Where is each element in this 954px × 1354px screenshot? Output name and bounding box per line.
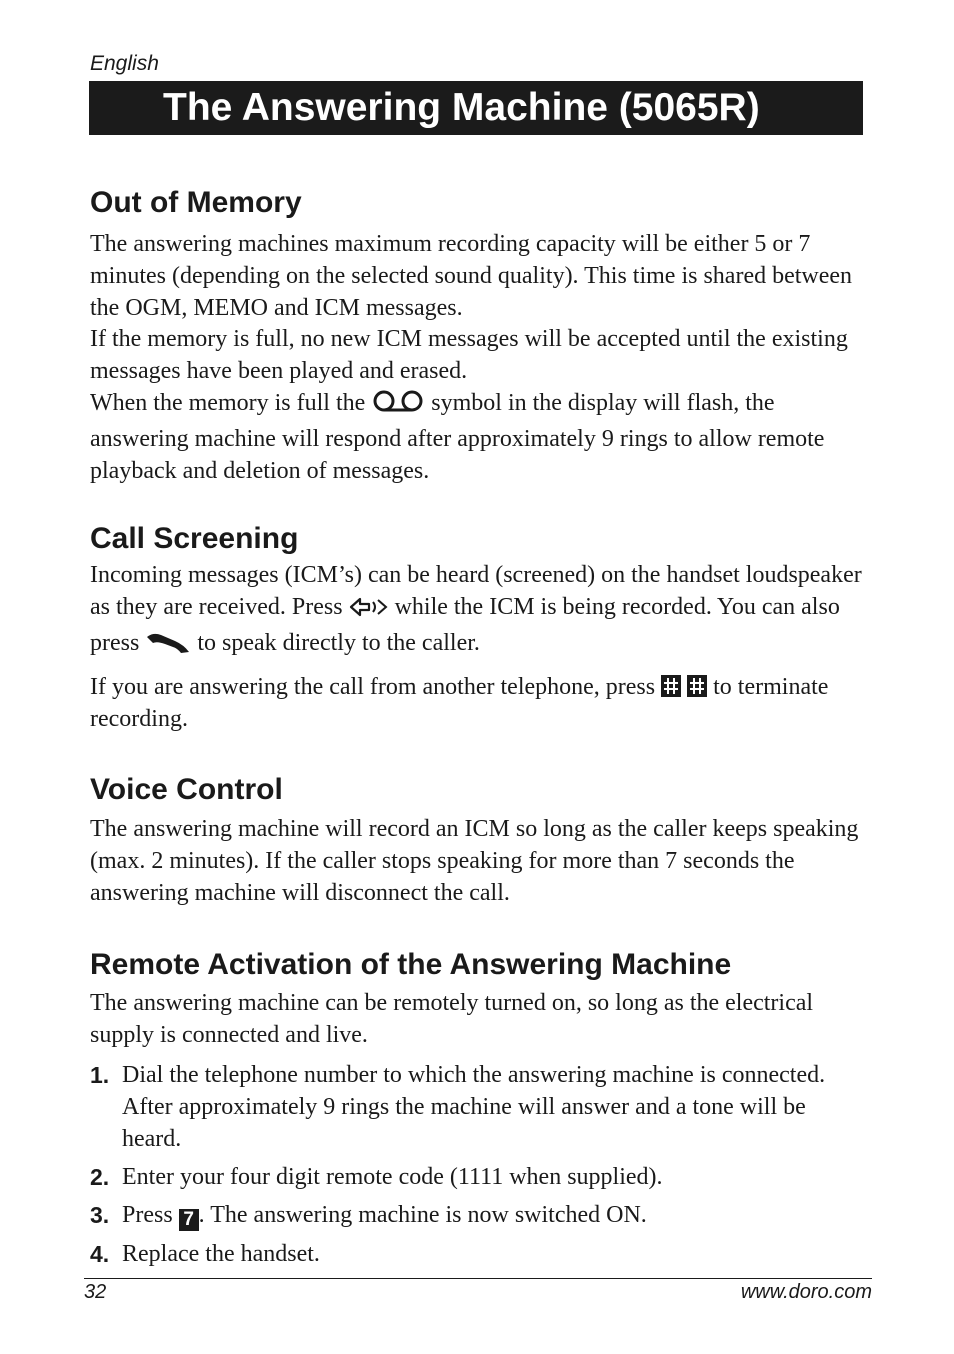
paragraph-screening: Incoming messages (ICM’s) can be heard (screened) on the handset loudspeaker as they are received. Press while the ICM is being recorded. You can also press to speak directly to the caller. bbox=[90, 559, 870, 663]
footer-divider bbox=[84, 1278, 872, 1279]
step-number: 4. bbox=[90, 1241, 110, 1267]
phone-handset-icon bbox=[145, 631, 191, 663]
hash-key-icon bbox=[661, 675, 681, 697]
seven-key-icon: 7 bbox=[179, 1209, 199, 1231]
answering-machine-tape-icon bbox=[371, 390, 425, 423]
page-number: 32 bbox=[84, 1281, 107, 1303]
title-bar bbox=[89, 81, 863, 135]
paragraph-memory-symbol: When the memory is full the symbol in the display will flash, the answering machine will respond after approximately 9 rings to allow remote playback and deletion of messages. bbox=[90, 390, 825, 484]
paragraph-remote-activation: The answering machine can be remotely turned on, so long as the electrical supply is connected and live. bbox=[90, 990, 814, 1048]
step-text: Replace the handset. bbox=[122, 1241, 320, 1267]
heading-out-of-memory: Out of Memory bbox=[90, 186, 302, 219]
language-label: English bbox=[90, 52, 159, 75]
heading-remote-activation: Remote Activation of the Answering Machine bbox=[90, 948, 732, 981]
paragraph-terminate-recording: If you are answering the call from another telephone, press to terminate recording. bbox=[90, 674, 829, 732]
speaker-key-icon bbox=[349, 595, 389, 627]
paragraph-voice-control: The answering machine will record an ICM so long as the caller keeps speaking (max. 2 minutes). If the caller stops speaking for more than 7 seconds the answering machine will disconnect the call. bbox=[90, 816, 859, 906]
paragraph-memory-full: If the memory is full, no new ICM messages will be accepted until the existing messages have been played and erased. bbox=[90, 326, 848, 384]
step-text: Dial the telephone number to which the answering machine is connected. After approximately 9 rings the machine will answer and a tone will be heard. bbox=[122, 1062, 826, 1152]
heading-voice-control: Voice Control bbox=[90, 773, 283, 806]
website-url: www.doro.com bbox=[740, 1281, 872, 1303]
step-text: Enter your four digit remote code (1111 when supplied). bbox=[122, 1164, 663, 1190]
step-number: 1. bbox=[90, 1062, 110, 1088]
page-title: The Answering Machine (5065R) bbox=[163, 86, 760, 129]
step-text: Press 7 . The answering machine is now switched ON. bbox=[122, 1202, 647, 1230]
paragraph-memory-capacity: The answering machines maximum recording capacity will be either 5 or 7 minutes (depending on the selected sound quality). This time is shared between the OGM, MEMO and ICM messages. bbox=[90, 231, 853, 321]
step-number: 2. bbox=[90, 1164, 110, 1190]
hash-key-icon bbox=[687, 675, 707, 697]
heading-call-screening: Call Screening bbox=[90, 522, 299, 555]
step-number: 3. bbox=[90, 1202, 110, 1228]
